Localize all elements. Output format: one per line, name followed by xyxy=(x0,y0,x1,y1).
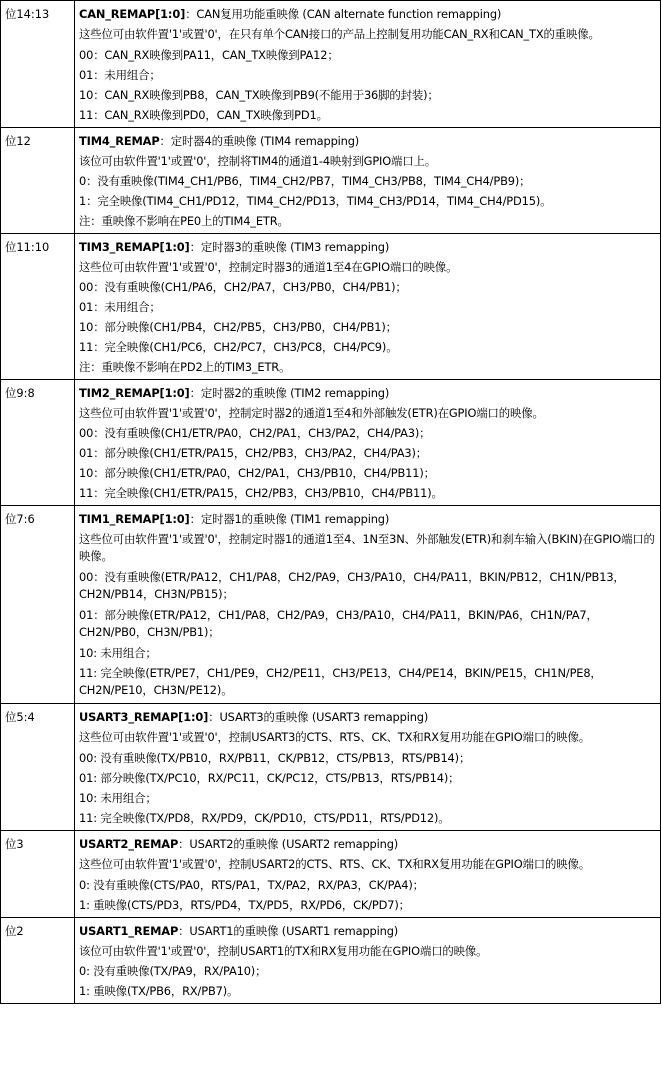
description-line: 10：CAN_RX映像到PB8，CAN_TX映像到PB9(不能用于36脚的封装)； xyxy=(79,88,439,102)
field-description xyxy=(75,380,661,506)
field-title: ：定时器3的重映像 (TIM3 remapping) xyxy=(189,240,390,254)
bit-position: 位3 xyxy=(1,831,75,918)
bit-position: 位5:4 xyxy=(1,704,75,831)
table-row xyxy=(1,506,661,704)
description-line: 01：未用组合； xyxy=(79,300,161,314)
field-title: ：USART3的重映像 (USART3 remapping) xyxy=(208,710,429,724)
field-heading xyxy=(79,834,657,854)
bit-position: 位7:6 xyxy=(1,506,75,704)
field-name: TIM1_REMAP[1:0] xyxy=(79,512,190,526)
description-line: 注：重映像不影响在PE0上的TIM4_ETR。 xyxy=(79,214,289,228)
field-title: ：定时器2的重映像 (TIM2 remapping) xyxy=(189,386,390,400)
description-line: 这些位可由软件置'1'或置'0'，控制USART3的CTS、RTS、CK、TX和RX复用功能在GPIO端口的映像。 xyxy=(79,730,590,744)
table-row xyxy=(1,380,661,506)
bit-position: 位9:8 xyxy=(1,380,75,506)
table-row xyxy=(1,1,661,128)
bit-position: 位12 xyxy=(1,128,75,234)
field-title: ：USART2的重映像 (USART2 remapping) xyxy=(178,837,399,851)
description-line: 10：部分映像(CH1/ETR/PA0，CH2/PA1，CH3/PB10，CH4/PB11)； xyxy=(79,466,435,480)
description-line: 01：部分映像(CH1/ETR/PA15，CH2/PB3，CH3/PA2，CH4/PA3)； xyxy=(79,446,428,460)
description-line: 01：未用组合； xyxy=(79,68,161,82)
field-description xyxy=(75,1,661,128)
description-line: 这些位可由软件置'1'或置'0'，在只有单个CAN接口的产品上控制复用功能CAN_RX和CAN_TX的重映像。 xyxy=(79,27,600,41)
description-line: 该位可由软件置'1'或置'0'，控制将TIM4的通道1-4映射到GPIO端口上。 xyxy=(79,154,437,168)
description-line: 这些位可由软件置'1'或置'0'，控制定时器2的通道1至4和外部触发(ETR)在GPIO端口的映像。 xyxy=(79,406,544,420)
field-name: USART3_REMAP[1:0] xyxy=(79,710,209,724)
description-line: 00：CAN_RX映像到PA11，CAN_TX映像到PA12； xyxy=(79,48,339,62)
description-line: 0：没有重映像(TIM4_CH1/PB6，TIM4_CH2/PB7，TIM4_CH3/PB8，TIM4_CH4/PB9)； xyxy=(79,174,531,188)
field-title: ：定时器4的重映像 (TIM4 remapping) xyxy=(159,134,360,148)
field-description xyxy=(75,918,661,1004)
description-line: 00：没有重映像(CH1/PA6，CH2/PA7，CH3/PB0，CH4/PB1)； xyxy=(79,280,407,294)
field-description xyxy=(75,506,661,704)
field-name: TIM2_REMAP[1:0] xyxy=(79,386,190,400)
description-line: 注：重映像不影响在PD2上的TIM3_ETR。 xyxy=(79,360,291,374)
bit-position: 位2 xyxy=(1,918,75,1004)
table-row xyxy=(1,234,661,380)
description-line: 10: 未用组合； xyxy=(79,791,157,805)
description-line: 01: 部分映像(TX/PC10，RX/PC11，CK/PC12，CTS/PB13，RTS/PB14)； xyxy=(79,771,460,785)
table-row xyxy=(1,128,661,234)
field-name: TIM4_REMAP xyxy=(79,134,160,148)
table-row xyxy=(1,918,661,1004)
bit-position: 位14:13 xyxy=(1,1,75,128)
field-title: ：CAN复用功能重映像 (CAN alternate function remapping) xyxy=(185,7,502,21)
description-line: 10: 未用组合； xyxy=(79,646,157,660)
description-line: 1：完全映像(TIM4_CH1/PD12，TIM4_CH2/PD13，TIM4_CH3/PD14，TIM4_CH4/PD15)。 xyxy=(79,194,552,208)
description-line: 这些位可由软件置'1'或置'0'，控制定时器3的通道1至4在GPIO端口的映像。 xyxy=(79,260,458,274)
description-line: 0: 没有重映像(CTS/PA0，RTS/PA1，TX/PA2，RX/PA3，CK/PA4)； xyxy=(79,878,424,892)
table-row xyxy=(1,831,661,918)
field-name: USART1_REMAP xyxy=(79,924,179,938)
bit-position: 位11:10 xyxy=(1,234,75,380)
description-line: 00：没有重映像(CH1/ETR/PA0，CH2/PA1，CH3/PA2，CH4/PA3)； xyxy=(79,426,431,440)
description-line: 11：完全映像(CH1/ETR/PA15，CH2/PB3，CH3/PB10，CH4/PB11)。 xyxy=(79,486,443,500)
description-line: 11：CAN_RX映像到PD0，CAN_TX映像到PD1。 xyxy=(79,108,328,122)
description-line: 11: 完全映像(ETR/PE7，CH1/PE9，CH2/PE11，CH3/PE13，CH4/PE14，BKIN/PE15，CH1N/PE8，CH2N/PE10，CH3N/PE12)。 xyxy=(79,666,602,697)
field-description xyxy=(75,234,661,380)
field-name: TIM3_REMAP[1:0] xyxy=(79,240,190,254)
field-description xyxy=(75,831,661,918)
field-heading xyxy=(79,509,657,529)
description-line: 00: 没有重映像(TX/PB10，RX/PB11，CK/PB12，CTS/PB13，RTS/PB14)； xyxy=(79,751,471,765)
field-name: CAN_REMAP[1:0] xyxy=(79,7,186,21)
description-line: 01：部分映像(ETR/PA12，CH1/PA8，CH2/PA9，CH3/PA10，CH4/PA11，BKIN/PA6，CH1N/PA7，CH2N/PB0，CH3N/PB1)； xyxy=(79,608,598,639)
description-line: 10：部分映像(CH1/PB4，CH2/PB5，CH3/PB0，CH4/PB1)； xyxy=(79,320,397,334)
description-line: 0: 没有重映像(TX/PA9，RX/PA10)； xyxy=(79,964,267,978)
description-line: 00：没有重映像(ETR/PA12，CH1/PA8，CH2/PA9，CH3/PA10，CH4/PA11，BKIN/PB12，CH1N/PB13，CH2N/PB14，CH3N/PB15)； xyxy=(79,570,625,601)
description-line: 这些位可由软件置'1'或置'0'，控制定时器1的通道1至4、1N至3N、外部触发(ETR)和刹车输入(BKIN)在GPIO端口的映像。 xyxy=(79,532,655,563)
description-line: 1: 重映像(TX/PB6，RX/PB7)。 xyxy=(79,984,239,998)
field-heading xyxy=(79,921,657,941)
description-line: 该位可由软件置'1'或置'0'，控制USART1的TX和RX复用功能在GPIO端口的映像。 xyxy=(79,944,488,958)
description-line: 这些位可由软件置'1'或置'0'，控制USART2的CTS、RTS、CK、TX和RX复用功能在GPIO端口的映像。 xyxy=(79,857,590,871)
field-heading xyxy=(79,383,657,403)
field-name: USART2_REMAP xyxy=(79,837,179,851)
field-heading xyxy=(79,707,657,727)
field-heading xyxy=(79,4,657,24)
field-heading xyxy=(79,237,657,257)
field-heading xyxy=(79,131,657,151)
field-title: ：USART1的重映像 (USART1 remapping) xyxy=(178,924,399,938)
table-row xyxy=(1,704,661,831)
field-title: ：定时器1的重映像 (TIM1 remapping) xyxy=(189,512,390,526)
field-description xyxy=(75,704,661,831)
field-description xyxy=(75,128,661,234)
description-line: 1: 重映像(CTS/PD3，RTS/PD4，TX/PD5，RX/PD6，CK/PD7)； xyxy=(79,898,410,912)
description-line: 11：完全映像(CH1/PC6，CH2/PC7，CH3/PC8，CH4/PC9)。 xyxy=(79,340,398,354)
description-line: 11: 完全映像(TX/PD8，RX/PD9，CK/PD10，CTS/PD11，RTS/PD12)。 xyxy=(79,811,450,825)
